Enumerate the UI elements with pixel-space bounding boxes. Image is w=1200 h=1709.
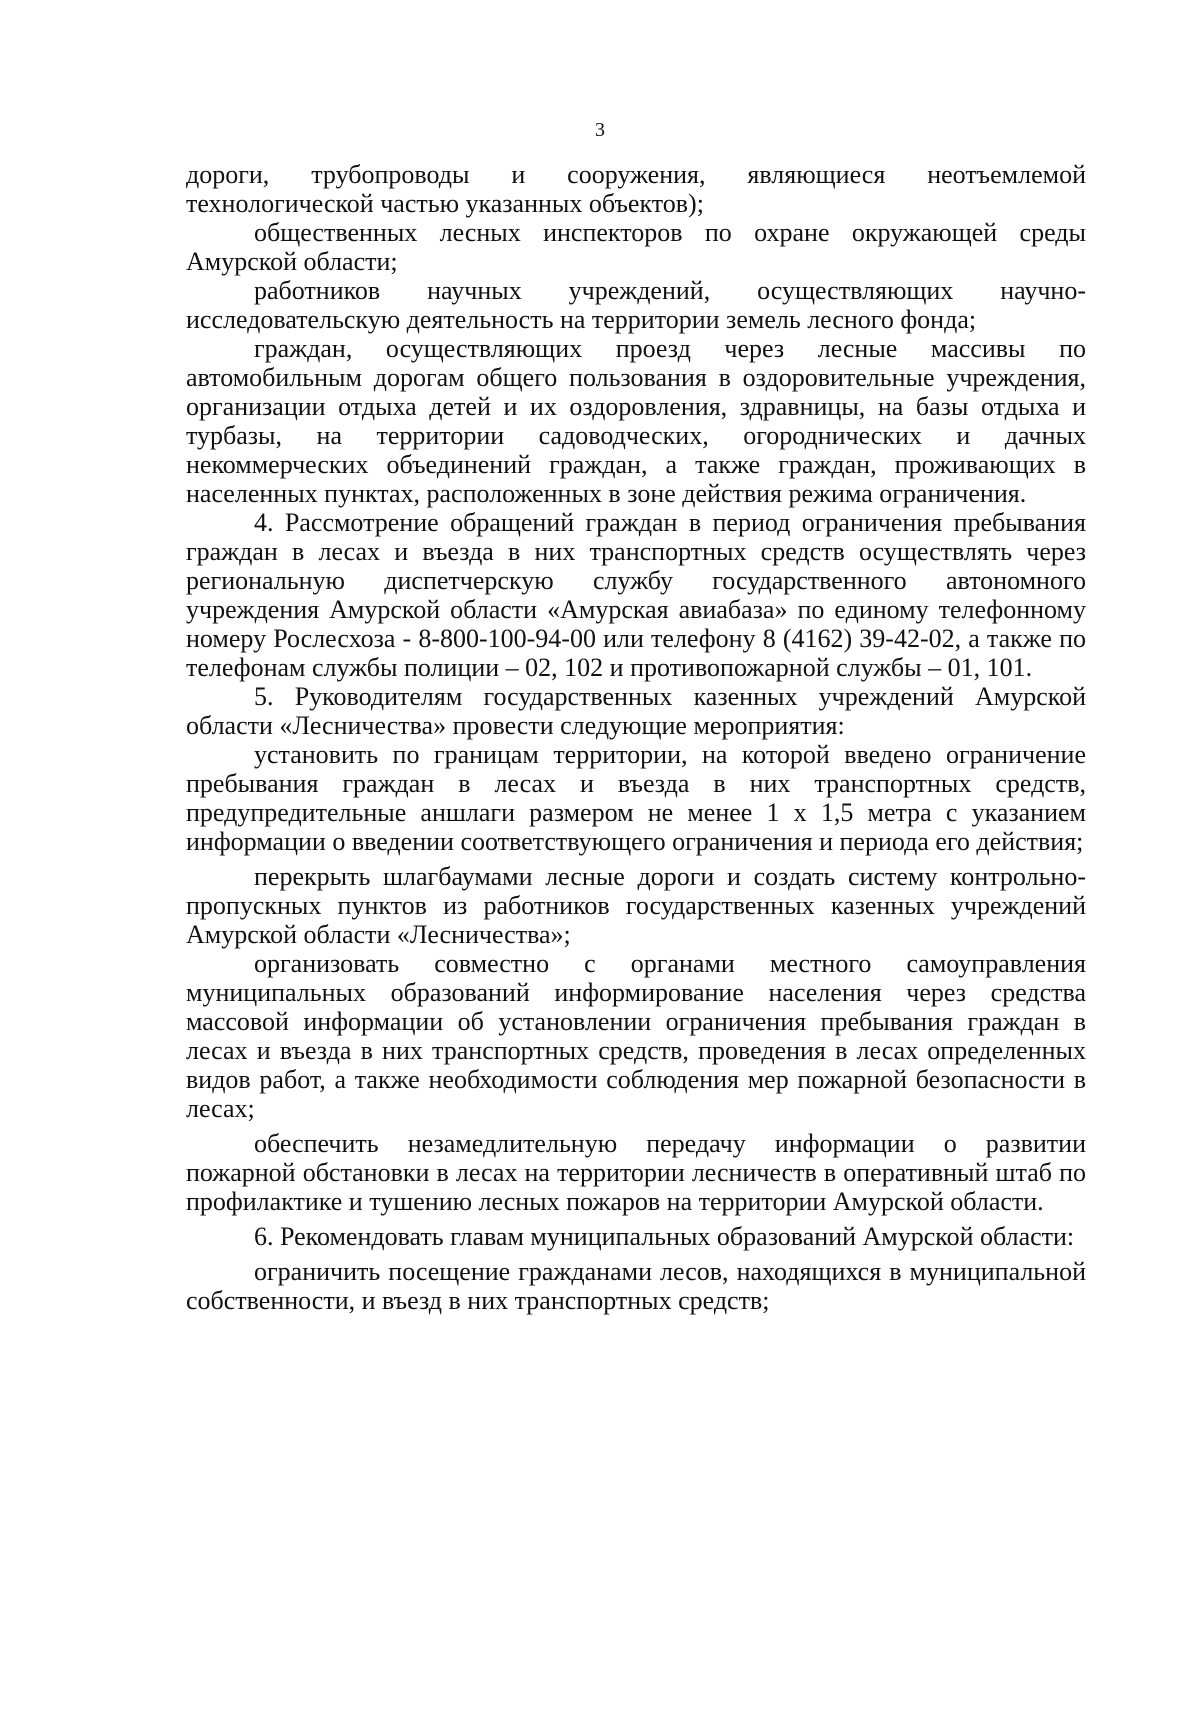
- paragraph-item-5: 5. Руководителям государственных казенных учреждений Амурской области «Лесничества» провести следующие мероприятия:: [186, 682, 1086, 740]
- paragraph-install-signs: установить по границам территории, на которой введено ограничение пребывания граждан в лесах и въезда в них транспортных средств, предупредительные аншлаги размером не менее 1 х 1,5 метра с указанием информации о введении соответствующего ограничения и периода его действия;: [186, 740, 1086, 856]
- paragraph-citizens-passage: граждан, осуществляющих проезд через лесные массивы по автомобильным дорогам общего пользования в оздоровительные учреждения, организации отдыха детей и их оздоровления, здравницы, на базы отдыха и турбазы, на территории садоводческих, огороднических и дачных некоммерческих объединений граждан, а также граждан, проживающих в населенных пунктах, расположенных в зоне действия режима ограничения.: [186, 334, 1086, 508]
- paragraph-continuation: дороги, трубопроводы и сооружения, являющиеся неотъемлемой технологической частью указанных объектов);: [186, 160, 1086, 218]
- paragraph-public-inspectors: общественных лесных инспекторов по охране окружающей среды Амурской области;: [186, 218, 1086, 276]
- paragraph-research-workers: работников научных учреждений, осуществляющих научно-исследовательскую деятельность на территории земель лесного фонда;: [186, 276, 1086, 334]
- page-number: 3: [595, 119, 605, 141]
- paragraph-fire-reporting: обеспечить незамедлительную передачу информации о развитии пожарной обстановки в лесах на территории лесничеств в оперативный штаб по профилактике и тушению лесных пожаров на территории Амурской области.: [186, 1129, 1086, 1216]
- paragraph-restrict-visits: ограничить посещение гражданами лесов, находящихся в муниципальной собственности, и въезд в них транспортных средств;: [186, 1257, 1086, 1315]
- document-body: [186, 160, 1086, 1315]
- paragraph-item-6: 6. Рекомендовать главам муниципальных образований Амурской области:: [254, 1222, 1075, 1251]
- paragraph-barriers: перекрыть шлагбаумами лесные дороги и создать систему контрольно-пропускных пунктов из работников государственных казенных учреждений Амурской области «Лесничества»;: [186, 862, 1086, 949]
- paragraph-organize-informing: организовать совместно с органами местного самоуправления муниципальных образований информирование населения через средства массовой информации об установлении ограничения пребывания граждан в лесах и въезда в них транспортных средств, проведения в лесах определенных видов работ, а также необходимости соблюдения мер пожарной безопасности в лесах;: [186, 949, 1086, 1123]
- paragraph-item-4: 4. Рассмотрение обращений граждан в период ограничения пребывания граждан в лесах и въезда в них транспортных средств осуществлять через региональную диспетчерскую службу государственного автономного учреждения Амурской области «Амурская авиабаза» по единому телефонному номеру Рослесхоза - 8-800-100-94-00 или телефону 8 (4162) 39-42-02, а также по телефонам службы полиции – 02, 102 и противопожарной службы – 01, 101.: [186, 508, 1086, 682]
